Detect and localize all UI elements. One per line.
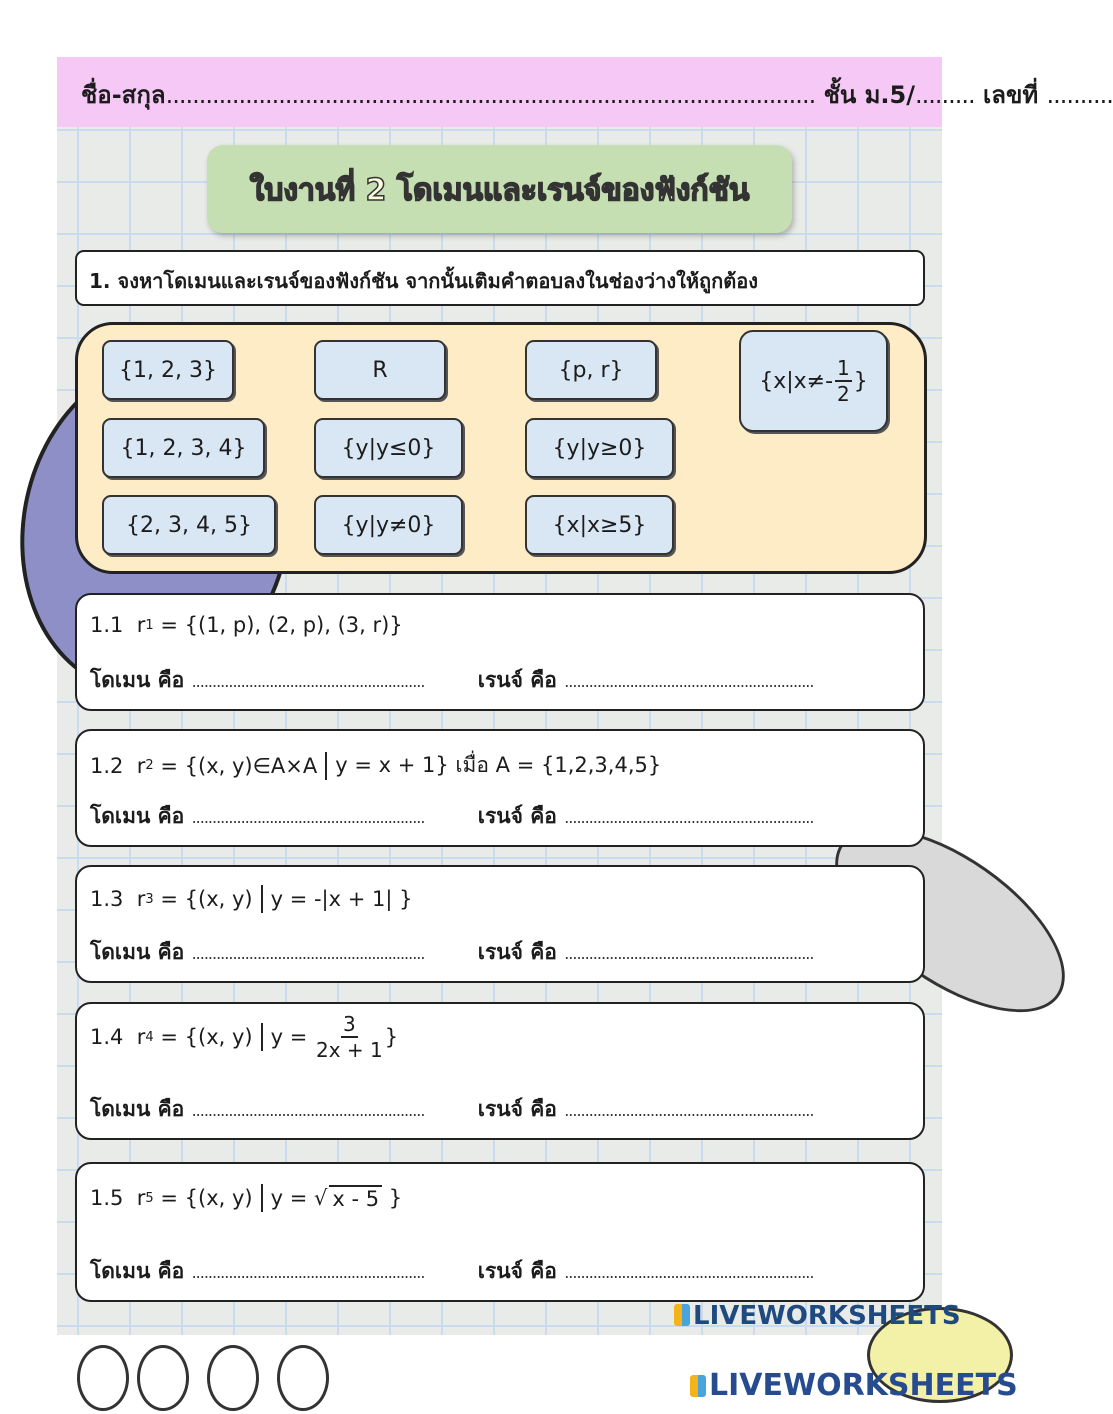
decorative-circle <box>137 1345 189 1411</box>
answer-chip[interactable]: {y|y≤0} <box>314 418 463 478</box>
such-that-bar <box>261 885 263 913</box>
range-label: เรนจ์ คือ <box>477 940 557 964</box>
relation-definition-left: = {(x, y) <box>160 887 253 911</box>
worksheet-page <box>57 57 1113 1335</box>
watermark-text: LIVEWORKSHEETS <box>693 1301 961 1331</box>
question-expression <box>90 613 403 637</box>
relation-definition-left: = {(x, y) <box>160 1025 253 1049</box>
domain-answer-blank[interactable]: ......................................................... <box>191 808 425 827</box>
fraction-denominator: 2 <box>837 382 850 406</box>
fraction-numerator: 1 <box>837 356 850 380</box>
student-info-bar <box>57 57 1113 127</box>
range-label: เรนจ์ คือ <box>477 804 557 828</box>
domain-answer-blank[interactable]: ......................................................... <box>191 1101 425 1120</box>
relation-subscript: 2 <box>145 758 154 773</box>
instruction-text: 1. จงหาโดเมนและเรนจ์ของฟังก์ชัน จากนั้นเติมคำตอบลงในช่องว่างให้ถูกต้อง <box>89 269 759 293</box>
answer-bank <box>75 322 927 574</box>
answer-line <box>90 800 813 833</box>
relation-definition-right: y = x + 1} เมื่อ A = {1,2,3,4,5} <box>335 753 662 777</box>
question-number: 1.3 <box>90 887 124 911</box>
name-label: ชื่อ-สกุล <box>81 81 166 109</box>
relation-subscript: 5 <box>145 1190 154 1206</box>
such-that-bar <box>261 1184 263 1212</box>
number-label: เลขที่ <box>983 81 1039 109</box>
domain-label: โดเมน คือ <box>90 804 185 828</box>
such-that-bar <box>261 1023 263 1051</box>
question-1-5 <box>75 1162 925 1302</box>
closing-brace: } <box>388 1186 403 1210</box>
liveworksheets-footer-logo <box>690 1368 1018 1403</box>
domain-label: โดเมน คือ <box>90 1097 185 1121</box>
domain-answer-blank[interactable]: ......................................................... <box>191 1263 425 1282</box>
relation-symbol: r <box>136 887 146 911</box>
name-blank[interactable]: .................................................................................................. <box>165 81 816 109</box>
relation-definition-right: y = √ <box>270 1186 328 1210</box>
domain-answer-blank[interactable]: ......................................................... <box>191 672 425 691</box>
question-number: 1.1 <box>90 613 124 637</box>
answer-line <box>90 936 813 969</box>
question-1-3 <box>75 865 925 983</box>
fraction-numerator: 3 <box>343 1012 356 1036</box>
decorative-circle <box>277 1345 329 1411</box>
question-number: 1.2 <box>90 753 124 778</box>
relation-symbol: r <box>136 753 146 778</box>
answer-chip[interactable]: R <box>314 340 446 400</box>
title-banner <box>207 145 792 233</box>
domain-answer-blank[interactable]: ......................................................... <box>191 944 425 963</box>
answer-chip[interactable]: {1, 2, 3} <box>102 340 234 400</box>
liveworksheets-logo-icon <box>674 1304 690 1326</box>
number-blank[interactable]: .......... <box>1046 81 1113 109</box>
relation-subscript: 4 <box>145 1029 154 1045</box>
fraction-denominator: 2x + 1 <box>316 1038 383 1062</box>
range-label: เรนจ์ คือ <box>477 1097 557 1121</box>
question-1-1 <box>75 593 925 711</box>
answer-chip[interactable]: {p, r} <box>525 340 657 400</box>
class-label: ชั้น ม.5/ <box>823 81 916 109</box>
question-1-2 <box>75 729 925 847</box>
answer-line <box>90 664 813 697</box>
range-answer-blank[interactable]: ............................................................. <box>564 1263 814 1282</box>
relation-definition: = {(1, p), (2, p), (3, r)} <box>160 613 403 637</box>
answer-line <box>90 1255 813 1288</box>
domain-label: โดเมน คือ <box>90 940 185 964</box>
decorative-circle <box>207 1345 259 1411</box>
answer-chip[interactable]: {y|y≥0} <box>525 418 674 478</box>
relation-subscript: 1 <box>145 617 154 633</box>
domain-label: โดเมน คือ <box>90 668 185 692</box>
range-label: เรนจ์ คือ <box>477 1259 557 1283</box>
answer-chip[interactable]: {2, 3, 4, 5} <box>102 495 276 555</box>
question-expression <box>90 1184 402 1212</box>
such-that-bar <box>325 752 327 780</box>
decorative-circle <box>77 1345 129 1411</box>
liveworksheets-watermark <box>674 1301 961 1331</box>
worksheet-title: ใบงานที่ 2 โดเมนและเรนจ์ของฟังก์ชัน <box>249 173 750 208</box>
relation-symbol: r <box>136 1186 146 1210</box>
relation-symbol: r <box>136 613 146 637</box>
answer-chip[interactable]: {1, 2, 3, 4} <box>102 418 265 478</box>
fraction <box>316 1014 383 1060</box>
radicand: x - 5 <box>329 1185 382 1211</box>
range-answer-blank[interactable]: ............................................................. <box>564 672 814 691</box>
range-label: เรนจ์ คือ <box>477 668 557 692</box>
relation-subscript: 3 <box>145 891 154 907</box>
question-expression <box>90 885 412 913</box>
question-expression <box>90 1014 398 1060</box>
relation-definition-right: y = -|x + 1| } <box>270 887 413 911</box>
question-expression <box>90 749 661 782</box>
class-blank[interactable]: ......... <box>915 81 975 109</box>
question-number: 1.5 <box>90 1186 124 1210</box>
range-answer-blank[interactable]: ............................................................. <box>564 1101 814 1120</box>
range-answer-blank[interactable]: ............................................................. <box>564 944 814 963</box>
answer-chip-fraction[interactable] <box>739 330 888 432</box>
instruction-box <box>75 250 925 306</box>
answer-line <box>90 1093 813 1126</box>
range-answer-blank[interactable]: ............................................................. <box>564 808 814 827</box>
relation-definition-right: y = <box>270 1025 308 1049</box>
answer-chip[interactable]: {x|x≥5} <box>525 495 674 555</box>
domain-label: โดเมน คือ <box>90 1259 185 1283</box>
relation-symbol: r <box>136 1025 146 1049</box>
relation-definition-left: = {(x, y) <box>160 1186 253 1210</box>
relation-definition-left: = {(x, y)∈A×A <box>160 753 318 778</box>
fraction-chip-prefix: {x|x≠- <box>759 368 834 394</box>
footer-logo-text: LIVEWORKSHEETS <box>709 1368 1018 1403</box>
question-1-4 <box>75 1002 925 1140</box>
fraction-chip-suffix: } <box>853 368 868 394</box>
fraction <box>835 358 852 404</box>
closing-brace: } <box>384 1025 399 1049</box>
liveworksheets-logo-icon <box>690 1375 706 1397</box>
answer-chip[interactable]: {y|y≠0} <box>314 495 463 555</box>
question-number: 1.4 <box>90 1025 124 1049</box>
